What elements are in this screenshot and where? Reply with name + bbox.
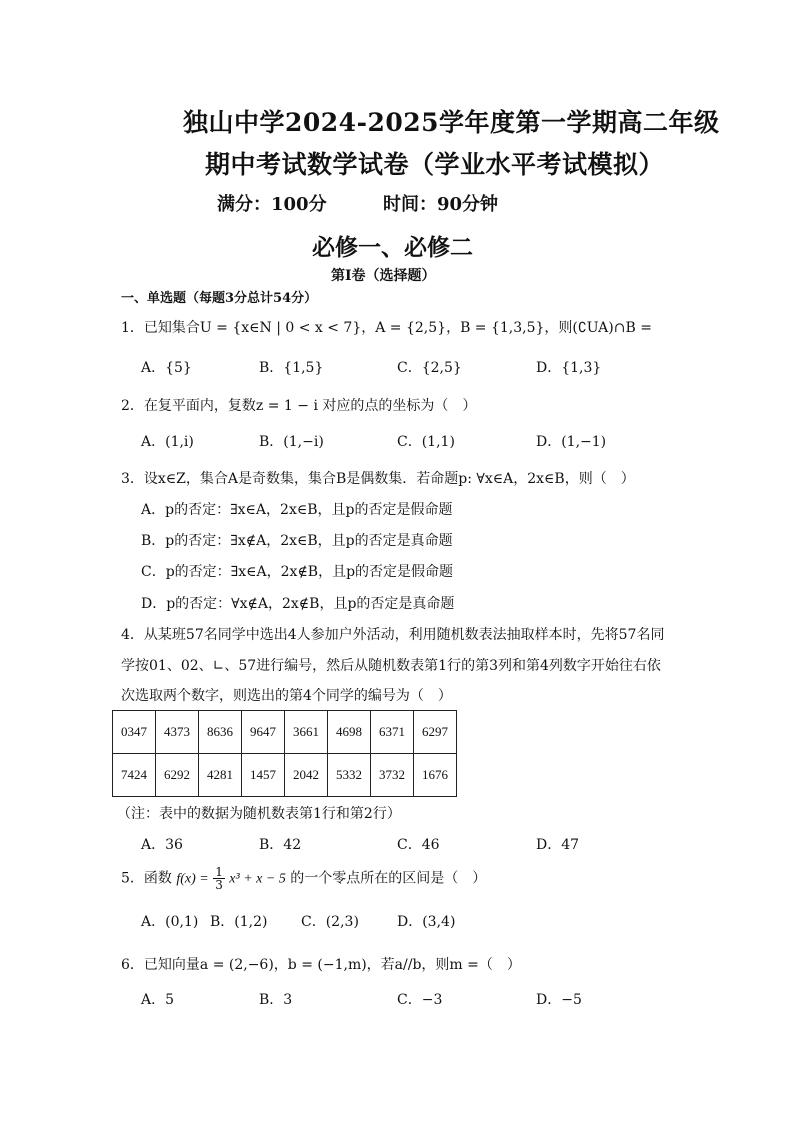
- question-4-option-c: C．46: [397, 837, 440, 853]
- fraction-denominator: 3: [215, 878, 223, 892]
- question-5-option-a: A．(0,1): [141, 914, 199, 930]
- question-3-option-a: A．p的否定：∃x∈A，2x∈B，且p的否定是假命题: [141, 502, 453, 518]
- question-4-stem-line3: 次选取两个数字，则选出的第4个同学的编号为（ ）: [121, 688, 452, 704]
- question-1-option-d: D．{1,3}: [536, 360, 602, 376]
- table-cell: 0347: [113, 711, 156, 754]
- table-cell: 1457: [242, 754, 285, 797]
- question-1-option-c: C．{2,5}: [397, 360, 462, 376]
- question-6-option-b: B．3: [259, 992, 293, 1008]
- full-score: 满分：100分: [217, 194, 327, 215]
- question-4-note: （注：表中的数据为随机数表第1行和第2行）: [117, 806, 401, 822]
- question-3-option-d: D．p的否定：∀x∉A，2x∉B，且p的否定是真命题: [141, 596, 455, 612]
- table-cell: 2042: [285, 754, 328, 797]
- question-2-option-d: D．(1,−1): [536, 434, 607, 450]
- table-cell: 7424: [113, 754, 156, 797]
- table-cell: 6297: [414, 711, 457, 754]
- question-4-option-a: A．36: [141, 837, 183, 853]
- question-6-option-a: A．5: [141, 992, 175, 1008]
- exam-title-line2: 期中考试数学试卷（学业水平考试模拟）: [205, 150, 665, 179]
- question-1-option-a: A．{5}: [141, 360, 192, 376]
- question-4-stem-line2: 学按01、02、∟、57进行编号，然后从随机数表第1行的第3列和第4列数字开始往右依: [121, 658, 661, 674]
- question-1-option-b: B．{1,5}: [259, 360, 324, 376]
- question-2-option-c: C．(1,1): [397, 434, 455, 450]
- table-cell: 4373: [156, 711, 199, 754]
- table-cell: 4698: [328, 711, 371, 754]
- table-row: [113, 754, 457, 797]
- question-4-stem-line1: 4．从某班57名同学中选出4人参加户外活动，利用随机数表法抽取样本时，先将57名同: [121, 627, 665, 643]
- question-2-option-a: A．(1,i): [141, 434, 194, 450]
- question-4-option-b: B．42: [259, 837, 302, 853]
- table-cell: 5332: [328, 754, 371, 797]
- volume-title: 第Ⅰ卷（选择题）: [331, 268, 436, 284]
- question-5-fraction: [213, 866, 225, 891]
- question-6-option-d: D．−5: [536, 992, 582, 1008]
- section-title: 必修一、必修二: [312, 234, 473, 261]
- table-cell: 6292: [156, 754, 199, 797]
- question-5-suffix: 的一个零点所在的区间是（ ）: [290, 870, 487, 887]
- question-6-option-c: C．−3: [397, 992, 443, 1008]
- table-cell: 3732: [371, 754, 414, 797]
- part-heading: 一、单选题（每题3分总计54分）: [121, 291, 318, 306]
- question-5-stem: [121, 866, 486, 891]
- question-5-prefix: 5．函数: [121, 870, 172, 887]
- random-number-table: [112, 710, 457, 797]
- question-3-option-c: C．p的否定：∃x∈A，2x∉B，且p的否定是假命题: [141, 564, 454, 580]
- fraction-numerator: 1: [215, 865, 223, 879]
- question-3-stem: 3．设x∈Z，集合A是奇数集，集合B是偶数集．若命题p: ∀x∈A，2x∈B，则（ ）: [121, 471, 635, 487]
- table-cell: 8636: [199, 711, 242, 754]
- exam-title-line1: 独山中学2024-2025学年度第一学期高二年级: [183, 108, 720, 137]
- question-5-expression: x³ + x − 5: [229, 871, 286, 887]
- question-5-function: f(x) =: [176, 871, 209, 887]
- question-2-option-b: B．(1,−i): [259, 434, 324, 450]
- question-5-option-b: B．(1,2): [210, 914, 268, 930]
- table-row: [113, 711, 457, 754]
- question-6-stem: 6．已知向量a = (2,−6)，b = (−1,m)，若a//b，则m =（ ）: [121, 957, 521, 973]
- question-5-option-c: C．(2,3): [301, 914, 359, 930]
- exam-time: 时间：90分钟: [383, 194, 499, 215]
- table-cell: 9647: [242, 711, 285, 754]
- table-cell: 4281: [199, 754, 242, 797]
- table-cell: 1676: [414, 754, 457, 797]
- question-1-stem: 1．已知集合U = {x∈N | 0 < x < 7}，A = {2,5}，B = {1,3,5}，则(∁UA)∩B =: [121, 320, 652, 336]
- question-2-stem: 2．在复平面内，复数z = 1 − i 对应的点的坐标为（ ）: [121, 398, 477, 414]
- table-cell: 3661: [285, 711, 328, 754]
- question-3-option-b: B．p的否定：∃x∉A，2x∈B，且p的否定是真命题: [141, 533, 453, 549]
- question-5-option-d: D．(3,4): [397, 914, 456, 930]
- table-cell: 6371: [371, 711, 414, 754]
- question-4-option-d: D．47: [536, 837, 580, 853]
